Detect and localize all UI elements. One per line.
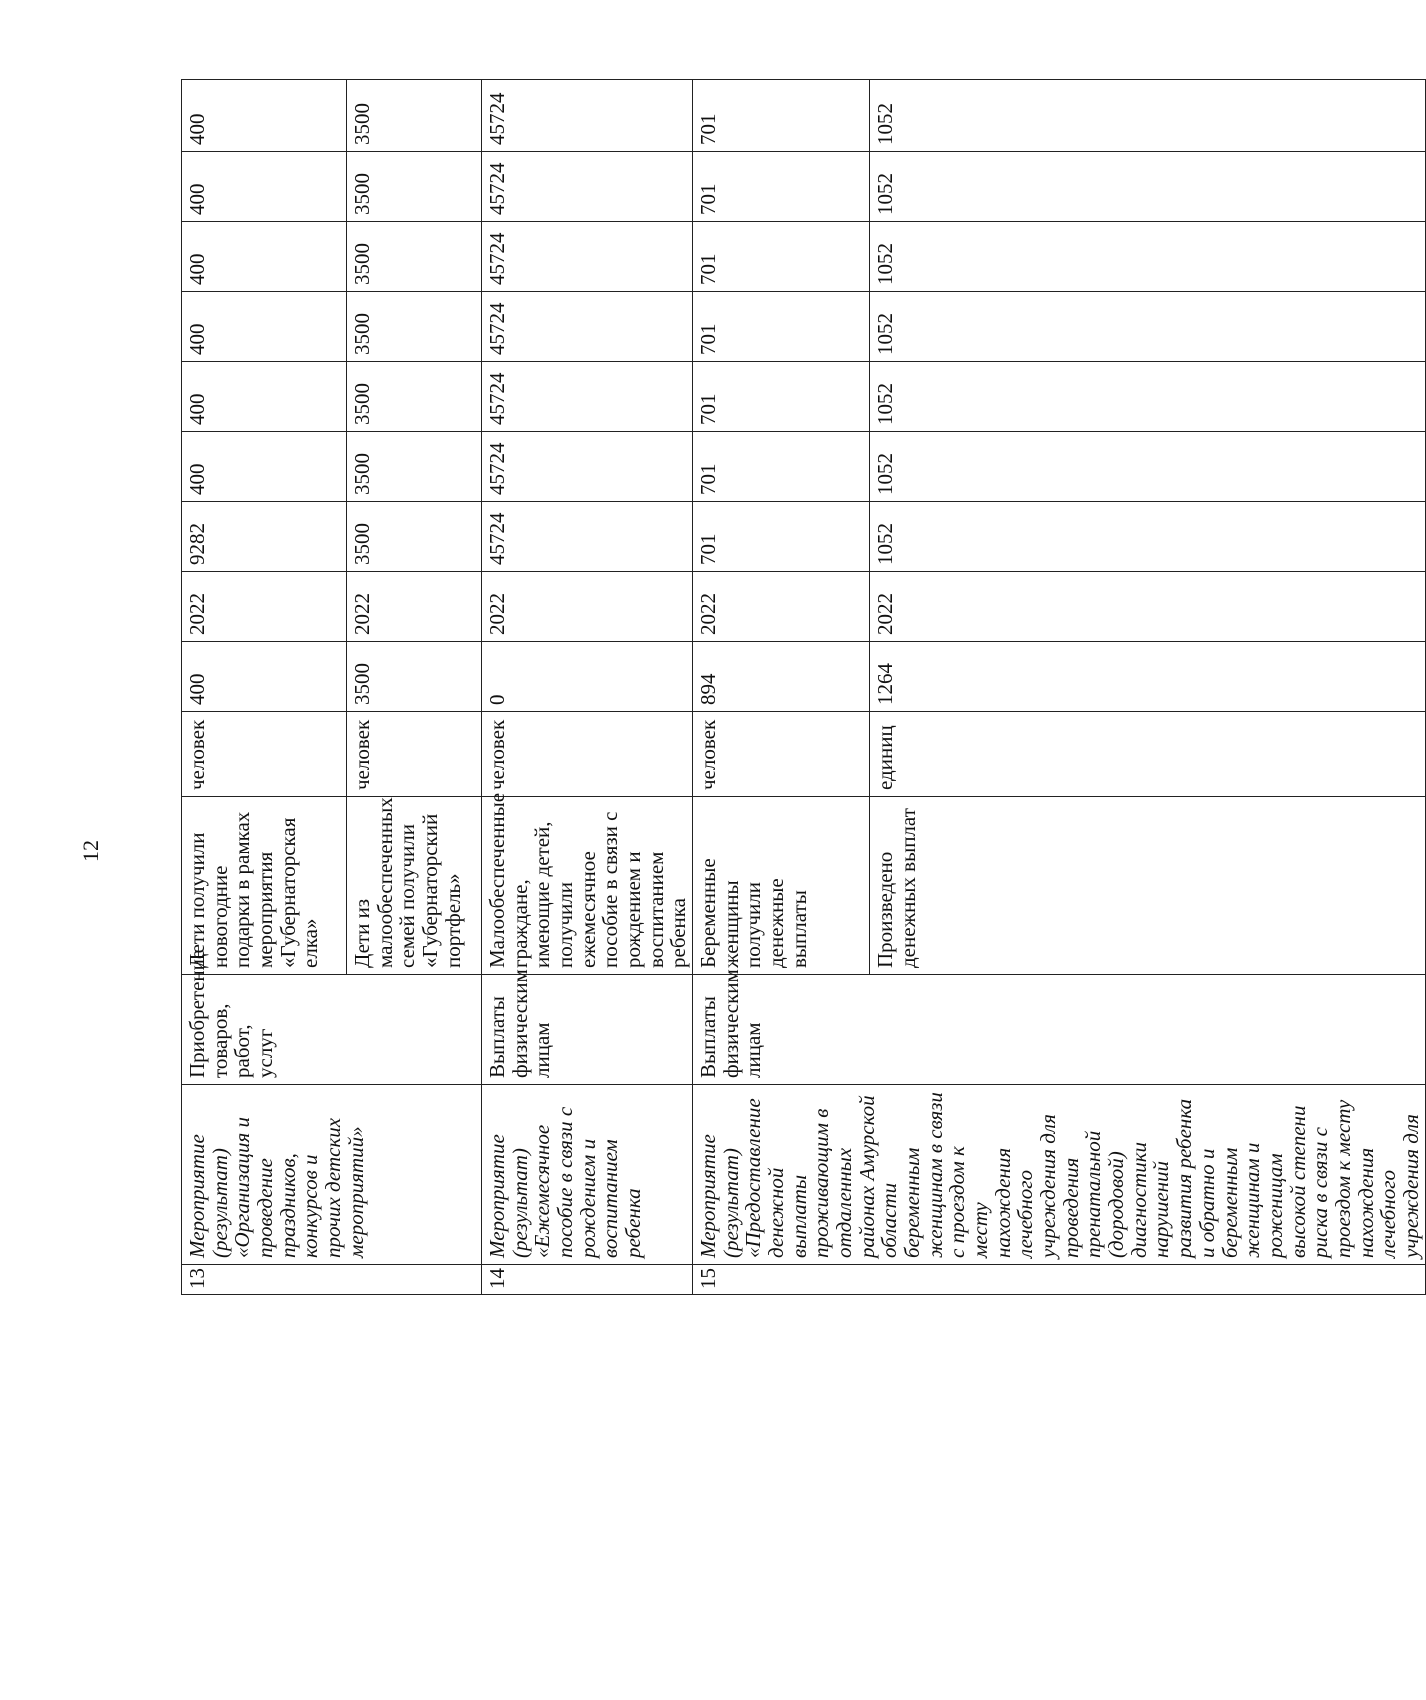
value-cell: 701	[693, 80, 870, 152]
value-cell: 3500	[347, 432, 482, 502]
row-number: 13	[182, 1265, 482, 1295]
row-number: 14	[482, 1265, 693, 1295]
value-cell: 701	[693, 292, 870, 362]
value-cell: 1264	[869, 642, 1425, 712]
indicator-unit: человек	[182, 712, 347, 797]
value-cell: 1052	[869, 502, 1425, 572]
value-cell: 400	[182, 152, 347, 222]
value-cell: 1052	[869, 292, 1425, 362]
table-row	[482, 80, 693, 1295]
events-table	[181, 79, 1426, 1295]
value-cell: 701	[693, 152, 870, 222]
value-cell: 2022	[693, 572, 870, 642]
value-cell: 9282	[182, 502, 347, 572]
value-cell: 400	[182, 292, 347, 362]
indicator-description: Дети из малообеспеченных семей получили «Губернаторский портфель»	[347, 797, 482, 975]
value-cell: 45724	[482, 292, 693, 362]
value-cell: 3500	[347, 152, 482, 222]
table-row	[693, 80, 870, 1295]
row-number: 15	[693, 1265, 1426, 1295]
event-name: Мероприятие (результат) «Ежемесячное пособие в связи с рождением и воспитанием ребенка	[482, 1085, 693, 1265]
value-cell: 3500	[347, 292, 482, 362]
value-cell: 1052	[869, 80, 1425, 152]
value-cell: 3500	[347, 222, 482, 292]
value-cell: 701	[693, 432, 870, 502]
value-cell: 3500	[347, 80, 482, 152]
value-cell: 400	[182, 642, 347, 712]
value-cell: 45724	[482, 152, 693, 222]
value-cell: 3500	[347, 502, 482, 572]
value-cell: 701	[693, 502, 870, 572]
value-cell: 1052	[869, 222, 1425, 292]
indicator-unit: человек	[693, 712, 870, 797]
table-row	[182, 80, 347, 1295]
value-cell: 2022	[482, 572, 693, 642]
page-number: 12	[78, 840, 103, 862]
value-cell: 2022	[347, 572, 482, 642]
event-name: Мероприятие (результат) «Предоставление денежной выплаты проживающим в отдаленных районах Амурской области беременным женщинам в связи с проездом к месту нахождения лечебного учреждения для проведения пренатальной (дородовой) диагностики нарушений развития ребенка и обратно и беременным женщинам и роженицам высокой степени риска в связи с проездом к месту нахождения лечебного учреждения для	[693, 1085, 1426, 1265]
value-cell: 45724	[482, 432, 693, 502]
value-cell: 1052	[869, 432, 1425, 502]
value-cell: 45724	[482, 80, 693, 152]
value-cell: 1052	[869, 362, 1425, 432]
value-cell: 45724	[482, 502, 693, 572]
value-cell: 2022	[869, 572, 1425, 642]
value-cell: 701	[693, 362, 870, 432]
event-type: Выплаты физическим лицам	[482, 975, 693, 1085]
value-cell: 400	[182, 362, 347, 432]
value-cell: 894	[693, 642, 870, 712]
indicator-description: Дети получили новогодние подарки в рамках мероприятия «Губернаторская елка»	[182, 797, 347, 975]
value-cell: 701	[693, 222, 870, 292]
indicator-description: Малообеспеченные граждане, имеющие детей, получили ежемесячное пособие в связи с рождением и воспитанием ребенка	[482, 797, 693, 975]
value-cell: 2022	[182, 572, 347, 642]
indicator-description: Произведено денежных выплат	[869, 797, 1425, 975]
value-cell: 45724	[482, 222, 693, 292]
value-cell: 0	[482, 642, 693, 712]
event-type: Выплаты физическим лицам	[693, 975, 1426, 1085]
event-type: Приобретение товаров, работ, услуг	[182, 975, 482, 1085]
value-cell: 3500	[347, 362, 482, 432]
value-cell: 1052	[869, 152, 1425, 222]
indicator-unit: человек	[482, 712, 693, 797]
value-cell: 400	[182, 222, 347, 292]
indicator-unit: единиц	[869, 712, 1425, 797]
rotated-table-container	[181, 92, 1423, 1295]
indicator-unit: человек	[347, 712, 482, 797]
indicator-description: Беременные женщины получили денежные выплаты	[693, 797, 870, 975]
value-cell: 45724	[482, 362, 693, 432]
value-cell: 400	[182, 432, 347, 502]
event-name: Мероприятие (результат) «Организация и проведение праздников, конкурсов и прочих детских мероприятий»	[182, 1085, 482, 1265]
value-cell: 400	[182, 80, 347, 152]
value-cell: 3500	[347, 642, 482, 712]
